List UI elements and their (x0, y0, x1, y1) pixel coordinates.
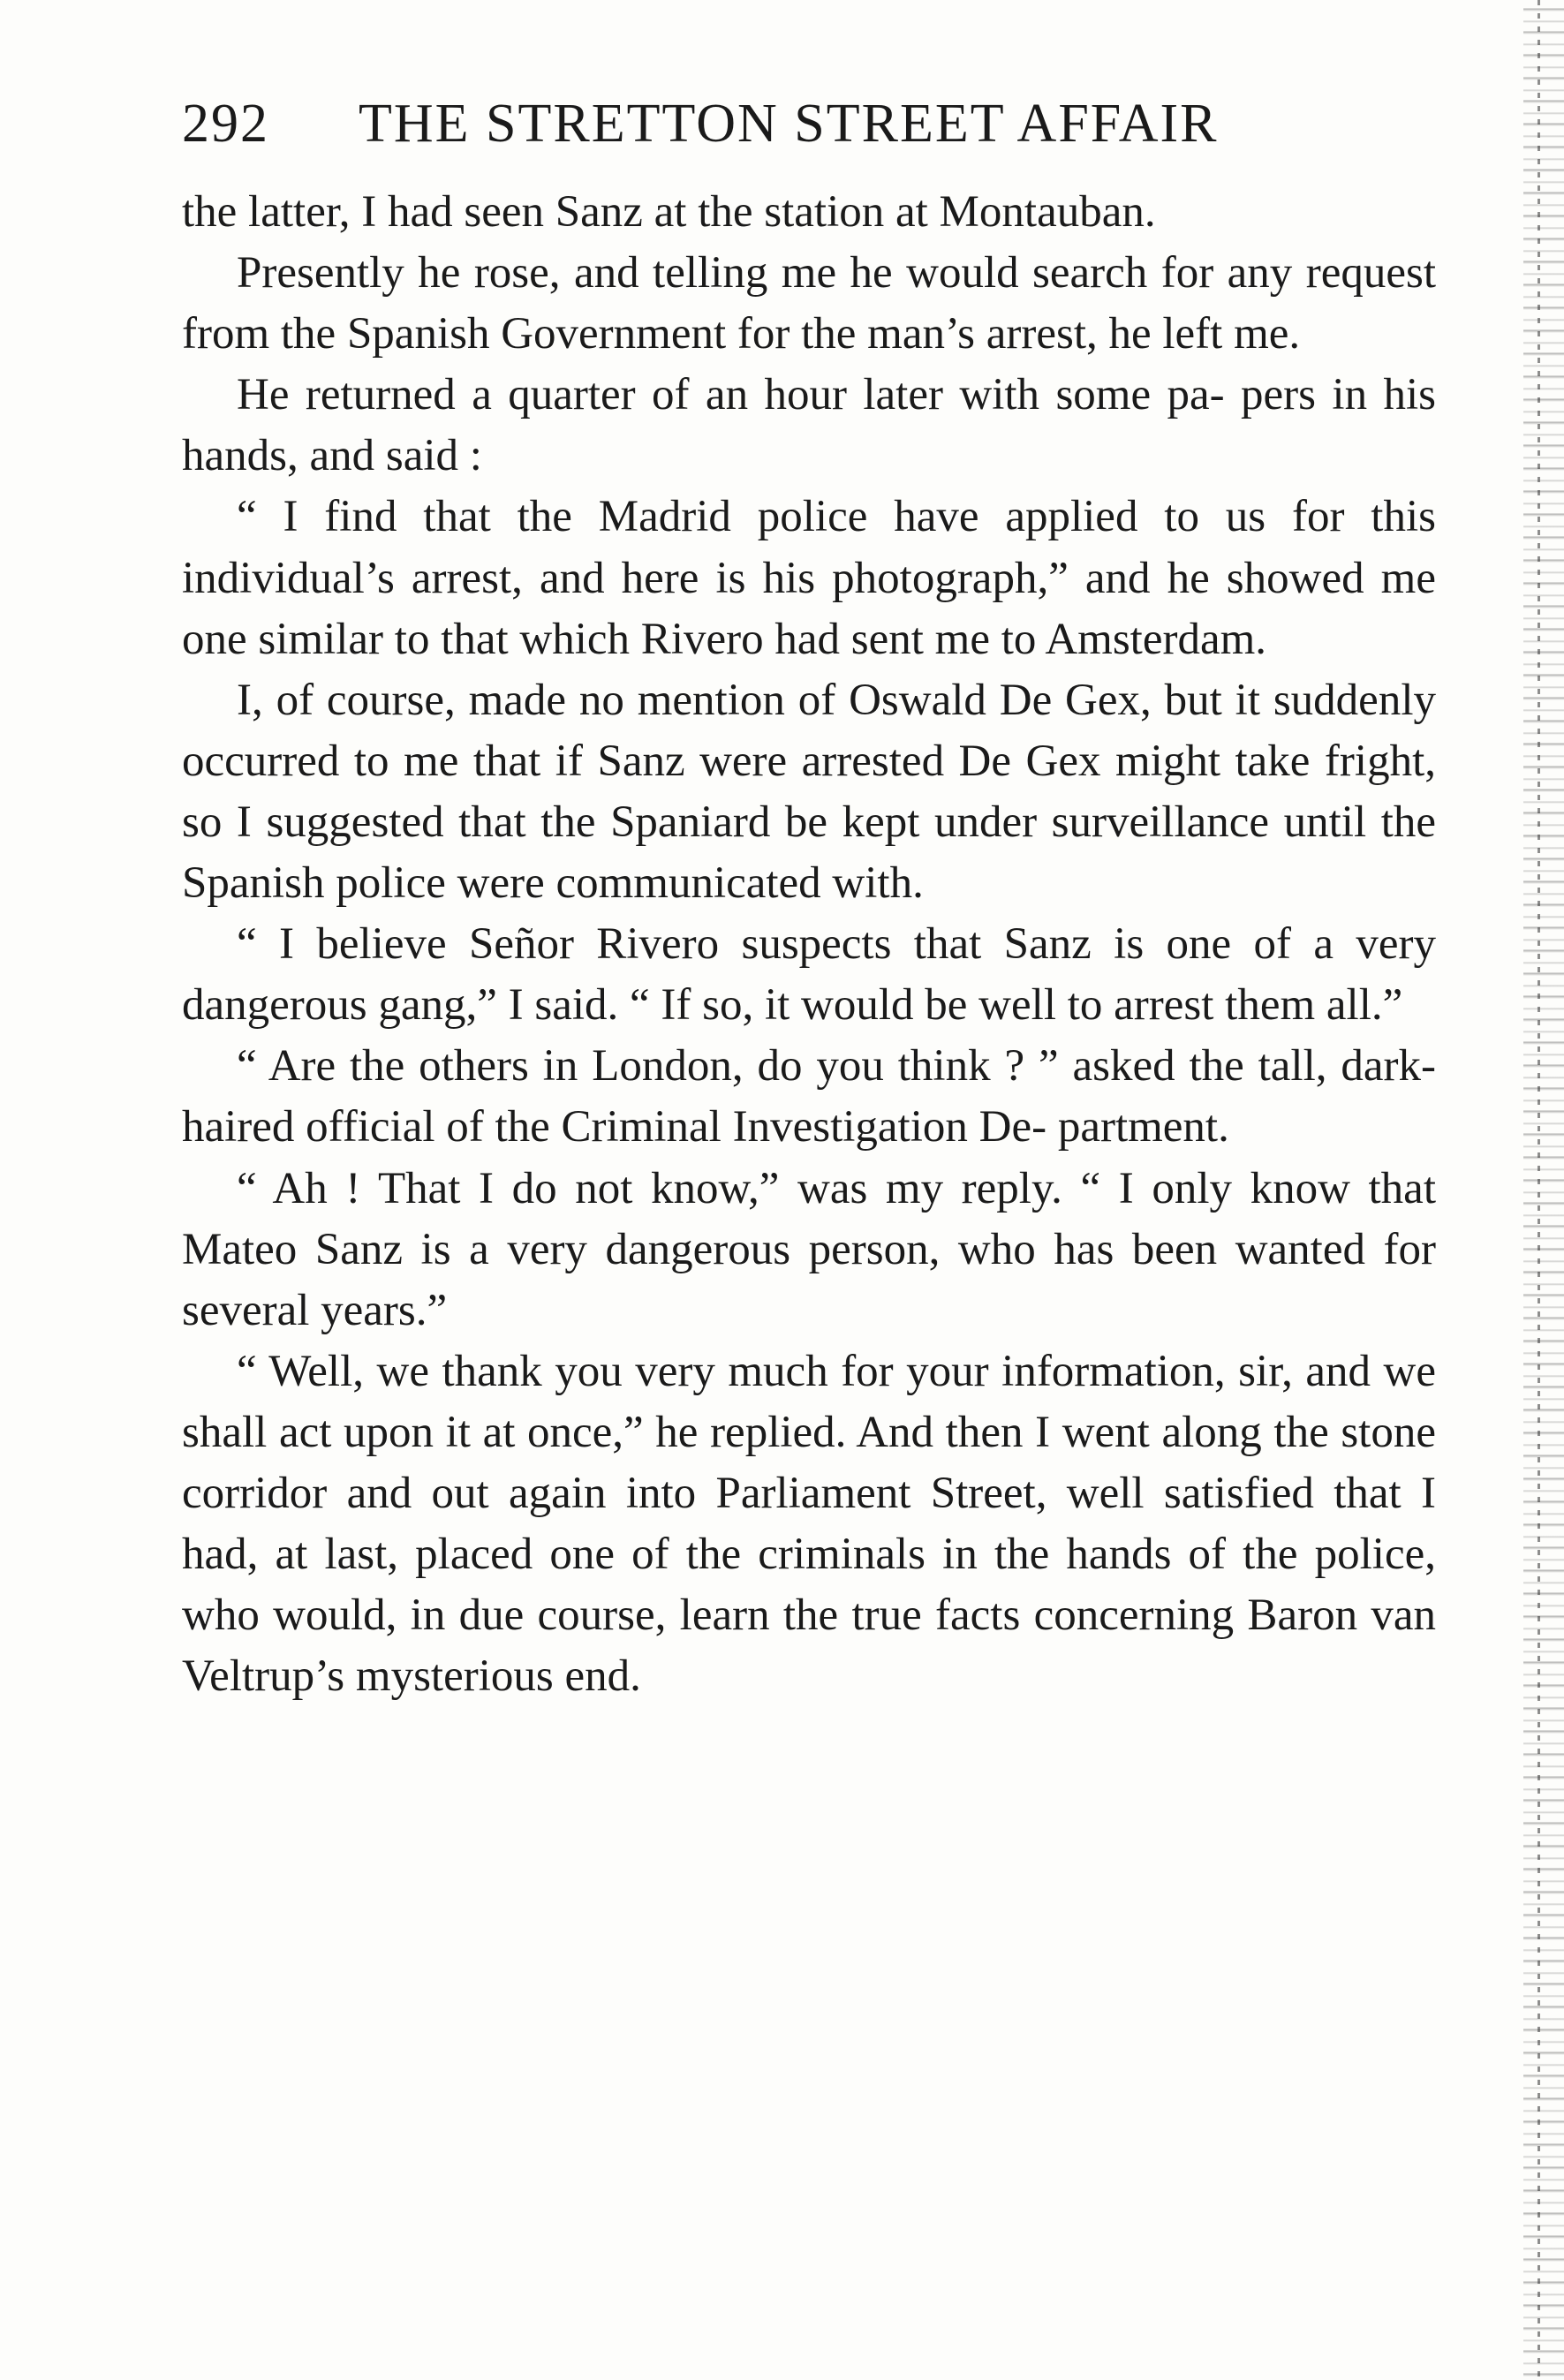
scan-edge-artifact (1523, 0, 1564, 2380)
paragraph: “ Well, we thank you very much for your information, sir, and we shall act upon it at once,” he replied. And then I went along the stone corridor and out again into Parliament Street, well satisfied that I had, at last, placed one of the criminals in the hands of the police, who would, in due course, learn the true facts concerning Baron van Veltrup’s mysterious end. (182, 1346, 1436, 1702)
paragraph-continued: the latter, I had seen Sanz at the station at Montauban. (182, 187, 1156, 237)
running-header (182, 88, 1436, 159)
running-title: THE STRETTON STREET AFFAIR (359, 94, 1219, 154)
paragraph: “ Are the others in London, do you think ? ” asked the tall, dark-haired official of the Criminal Investigation De- partment. (182, 1041, 1436, 1152)
paragraph: “ I find that the Madrid police have applied to us for this individual’s arrest, and here is his photograph,” and he showed me one similar to that which Rivero had sent me to Amsterdam. (182, 492, 1436, 664)
paragraph: “ Ah ! That I do not know,” was my reply. “ I only know that Mateo Sanz is a very dangerous person, who has been wanted for several years.” (182, 1163, 1436, 1335)
paragraph: “ I believe Señor Rivero suspects that Sanz is one of a very dangerous gang,” I said. “ If so, it would be well to arrest them all.” (182, 919, 1436, 1031)
body-text (182, 182, 1436, 1707)
paragraph: Presently he rose, and telling me he would search for any request from the Spanish Government for the man’s arrest, he left me. (182, 248, 1436, 359)
paragraph: He returned a quarter of an hour later with some pa- pers in his hands, and said : (182, 370, 1436, 481)
paragraph: I, of course, made no mention of Oswald De Gex, but it suddenly occurred to me that if Sanz were arrested De Gex might take fright, so I suggested that the Spaniard be kept under surveillance until the Spanish police were communicated with. (182, 675, 1436, 909)
page-number: 292 (182, 94, 269, 154)
